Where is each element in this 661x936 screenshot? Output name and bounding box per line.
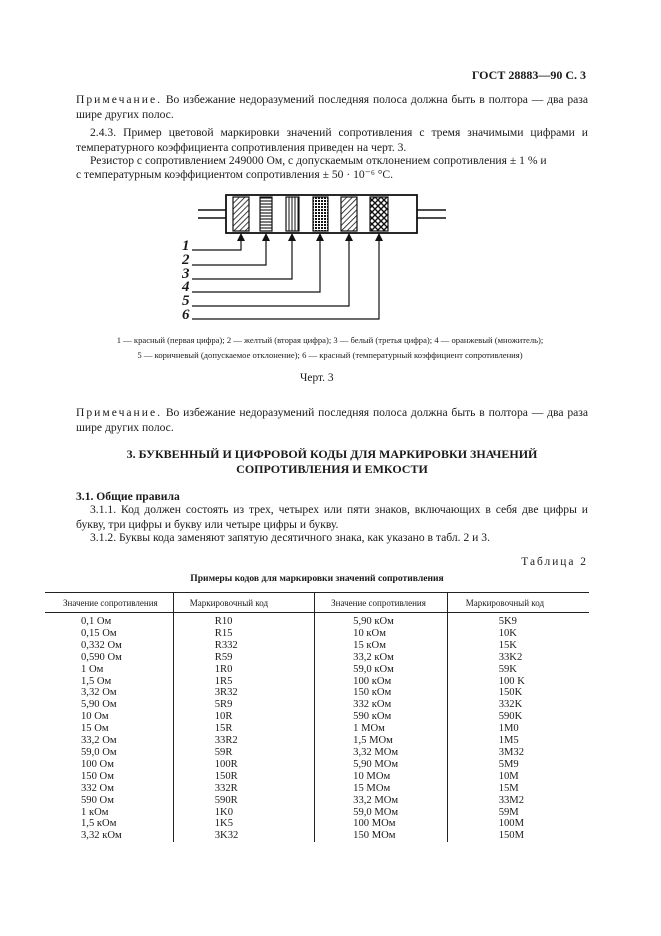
cell-code-2: 33K2: [447, 652, 589, 664]
table-row: [45, 735, 589, 747]
band-3: [286, 197, 299, 231]
subsection-3-1-title: 3.1. Общие правила: [76, 490, 180, 503]
cell-value-2: 15 МОм: [315, 783, 448, 795]
cell-code-1: R10: [173, 613, 314, 628]
cell-code-2: 150K: [447, 687, 589, 699]
figure-label-1: 1: [182, 238, 190, 254]
table-header-value-2: Значение сопротивления: [315, 593, 448, 613]
cell-code-2: 59K: [447, 664, 589, 676]
cell-code-1: R59: [173, 652, 314, 664]
table-row: [45, 699, 589, 711]
cell-code-2: 3M32: [447, 747, 589, 759]
figure-label-3: 3: [182, 265, 190, 282]
cell-code-1: 332R: [173, 783, 314, 795]
paragraph-3-1-1: 3.1.1. Код должен состоять из трех, четырех или пяти знаков, включающих в себя две цифры и букву, три цифры и букву или четыре цифры и букву.: [76, 503, 588, 531]
cell-value-1: 15 Ом: [81, 723, 109, 735]
paragraph-2-4-3: 2.4.3. Пример цветовой маркировки значений сопротивления с тремя значимыми цифрами и температурного коэффициента сопротивления приведен на черт. 3.: [76, 126, 588, 154]
note-1-label: Примечание.: [76, 93, 162, 106]
cell-code-1: 1R0: [173, 664, 314, 676]
note-1: [76, 93, 588, 122]
cell-code-1: 1K5: [173, 818, 314, 830]
cell-code-1: 5R9: [173, 699, 314, 711]
cell-value-1: 3,32 кОм: [81, 830, 122, 842]
cell-code-2: 5K9: [447, 613, 589, 628]
cell-value-1: 1,5 Ом: [81, 675, 112, 687]
cell-value-2: 5,90 кОм: [315, 613, 448, 628]
cell-value-1: 1,5 кОм: [81, 818, 117, 830]
cell-value-1: 100 Ом: [81, 758, 114, 770]
table-row: [45, 628, 589, 640]
section-3-title-line1: 3. БУКВЕННЫЙ И ЦИФРОВОЙ КОДЫ ДЛЯ МАРКИРОВКИ ЗНАЧЕНИЙ: [126, 447, 538, 461]
cell-value-1: 150 Ом: [81, 770, 114, 782]
cell-code-2: 10K: [447, 628, 589, 640]
paragraph-resistor-line2: с температурным коэффициентом сопротивления ± 50 · 10⁻⁶ °С.: [76, 168, 394, 181]
figure-labels: [182, 240, 190, 323]
table-row: [45, 652, 589, 664]
band-5: [341, 197, 357, 231]
cell-code-1: R332: [173, 640, 314, 652]
cell-code-1: 150R: [173, 771, 314, 783]
section-3-title: [76, 447, 588, 477]
cell-value-1: 1 кОм: [81, 806, 109, 818]
table-title: Примеры кодов для маркировки значений сопротивления: [190, 573, 444, 584]
cell-value-1: 0,15 Ом: [81, 627, 117, 639]
table-row: [45, 759, 589, 771]
cell-value-2: 10 МОм: [315, 771, 448, 783]
cell-code-1: 10R: [173, 711, 314, 723]
page-header: ГОСТ 28883—90 С. 3: [471, 68, 586, 82]
cell-code-1: 33R2: [173, 735, 314, 747]
cell-value-2: 590 кОм: [315, 711, 448, 723]
cell-value-1: 3,32 Ом: [81, 687, 117, 699]
cell-code-2: 100 K: [447, 676, 589, 688]
cell-code-1: 1R5: [173, 676, 314, 688]
cell-code-1: R15: [173, 628, 314, 640]
cell-value-1: 332 Ом: [81, 782, 114, 794]
cell-code-2: 590K: [447, 711, 589, 723]
cell-code-2: 1M0: [447, 723, 589, 735]
cell-code-1: 1K0: [173, 807, 314, 819]
resistance-codes-table: [45, 592, 589, 842]
cell-code-2: 332K: [447, 699, 589, 711]
cell-code-1: 590R: [173, 795, 314, 807]
cell-code-2: 100M: [447, 818, 589, 830]
figure-caption-line2: 5 — коричневый (допускаемое отклонение); 6 — красный (температурный коэффициент сопротивления): [137, 350, 523, 360]
cell-code-1: 3K32: [173, 830, 314, 842]
table-row: [45, 830, 589, 842]
table-row: [45, 771, 589, 783]
table-row: [45, 613, 589, 628]
cell-value-1: 5,90 Ом: [81, 699, 117, 711]
cell-value-2: 100 МОм: [315, 818, 448, 830]
table-header-value-1: Значение сопротивления: [45, 593, 173, 613]
note-2-label: Примечание.: [76, 406, 162, 419]
table-row: [45, 747, 589, 759]
cell-value-2: 1 МОм: [315, 723, 448, 735]
cell-value-2: 59,0 МОм: [315, 807, 448, 819]
cell-value-1: 1 Ом: [81, 663, 104, 675]
note-2: [76, 406, 588, 435]
cell-value-2: 150 кОм: [315, 687, 448, 699]
cell-value-2: 150 МОм: [315, 830, 448, 842]
table-row: [45, 818, 589, 830]
cell-value-2: 1,5 МОм: [315, 735, 448, 747]
table-row: [45, 807, 589, 819]
cell-value-2: 100 кОм: [315, 676, 448, 688]
cell-code-1: 15R: [173, 723, 314, 735]
table-row: [45, 711, 589, 723]
cell-value-1: 590 Ом: [81, 794, 114, 806]
figure-caption: [50, 333, 610, 363]
cell-code-1: 100R: [173, 759, 314, 771]
cell-code-2: 15M: [447, 783, 589, 795]
cell-value-2: 15 кОм: [315, 640, 448, 652]
cell-code-1: 3R32: [173, 687, 314, 699]
band-6: [370, 197, 388, 231]
figure-label-6: 6: [182, 306, 190, 323]
cell-value-1: 0,1 Ом: [81, 616, 112, 627]
note-1-text: Во избежание недоразумений последняя полоса должна быть в полтора — два раза шире других полос.: [76, 93, 588, 121]
table-row: [45, 795, 589, 807]
figure-caption-line1: 1 — красный (первая цифра); 2 — желтый (вторая цифра); 3 — белый (третья цифра); 4 — оранжевый (множитель);: [116, 335, 544, 345]
cell-value-1: 10 Ом: [81, 711, 109, 723]
section-3-title-line2: СОПРОТИВЛЕНИЯ И ЕМКОСТИ: [236, 462, 428, 476]
cell-value-2: 33,2 кОм: [315, 652, 448, 664]
cell-value-1: 0,332 Ом: [81, 639, 122, 651]
table-header-row: [45, 593, 589, 613]
figure-label-4: 4: [182, 279, 190, 296]
paragraph-3-1-2: 3.1.2. Буквы кода заменяют запятую десятичного знака, как указано в табл. 2 и 3.: [90, 531, 490, 544]
table-header-code-2: Маркировочный код: [447, 593, 589, 613]
cell-code-2: 59M: [447, 807, 589, 819]
table-body: [45, 613, 589, 843]
cell-code-1: 59R: [173, 747, 314, 759]
figure-title: Черт. 3: [300, 372, 334, 384]
cell-code-2: 10M: [447, 771, 589, 783]
figure-label-5: 5: [182, 293, 190, 310]
table-row: [45, 640, 589, 652]
cell-code-2: 1M5: [447, 735, 589, 747]
table-row: [45, 723, 589, 735]
table-row: [45, 687, 589, 699]
cell-value-2: 5,90 МОм: [315, 759, 448, 771]
figure-label-2: 2: [182, 251, 190, 268]
cell-value-1: 59,0 Ом: [81, 746, 117, 758]
resistor-figure: [180, 188, 450, 328]
table-row: [45, 664, 589, 676]
table-header-code-1: Маркировочный код: [173, 593, 314, 613]
cell-code-2: 150M: [447, 830, 589, 842]
paragraph-resistor-line1: Резистор с сопротивлением 249000 Ом, с допускаемым отклонением сопротивления ± 1 % и: [90, 154, 547, 167]
cell-code-2: 15K: [447, 640, 589, 652]
band-1: [233, 197, 249, 231]
table-row: [45, 676, 589, 688]
band-4: [313, 197, 328, 231]
table-label: Таблица 2: [521, 556, 588, 568]
cell-value-2: 3,32 МОм: [315, 747, 448, 759]
cell-value-1: 33,2 Ом: [81, 735, 117, 747]
cell-value-2: 59,0 кОм: [315, 664, 448, 676]
cell-value-2: 10 кОм: [315, 628, 448, 640]
note-2-text: Во избежание недоразумений последняя полоса должна быть в полтора — два раза шире других полос.: [76, 406, 588, 434]
table-row: [45, 783, 589, 795]
cell-value-2: 33,2 МОм: [315, 795, 448, 807]
band-2: [260, 197, 272, 231]
cell-code-2: 5M9: [447, 759, 589, 771]
cell-code-2: 33M2: [447, 795, 589, 807]
cell-value-2: 332 кОм: [315, 699, 448, 711]
cell-value-1: 0,590 Ом: [81, 651, 122, 663]
